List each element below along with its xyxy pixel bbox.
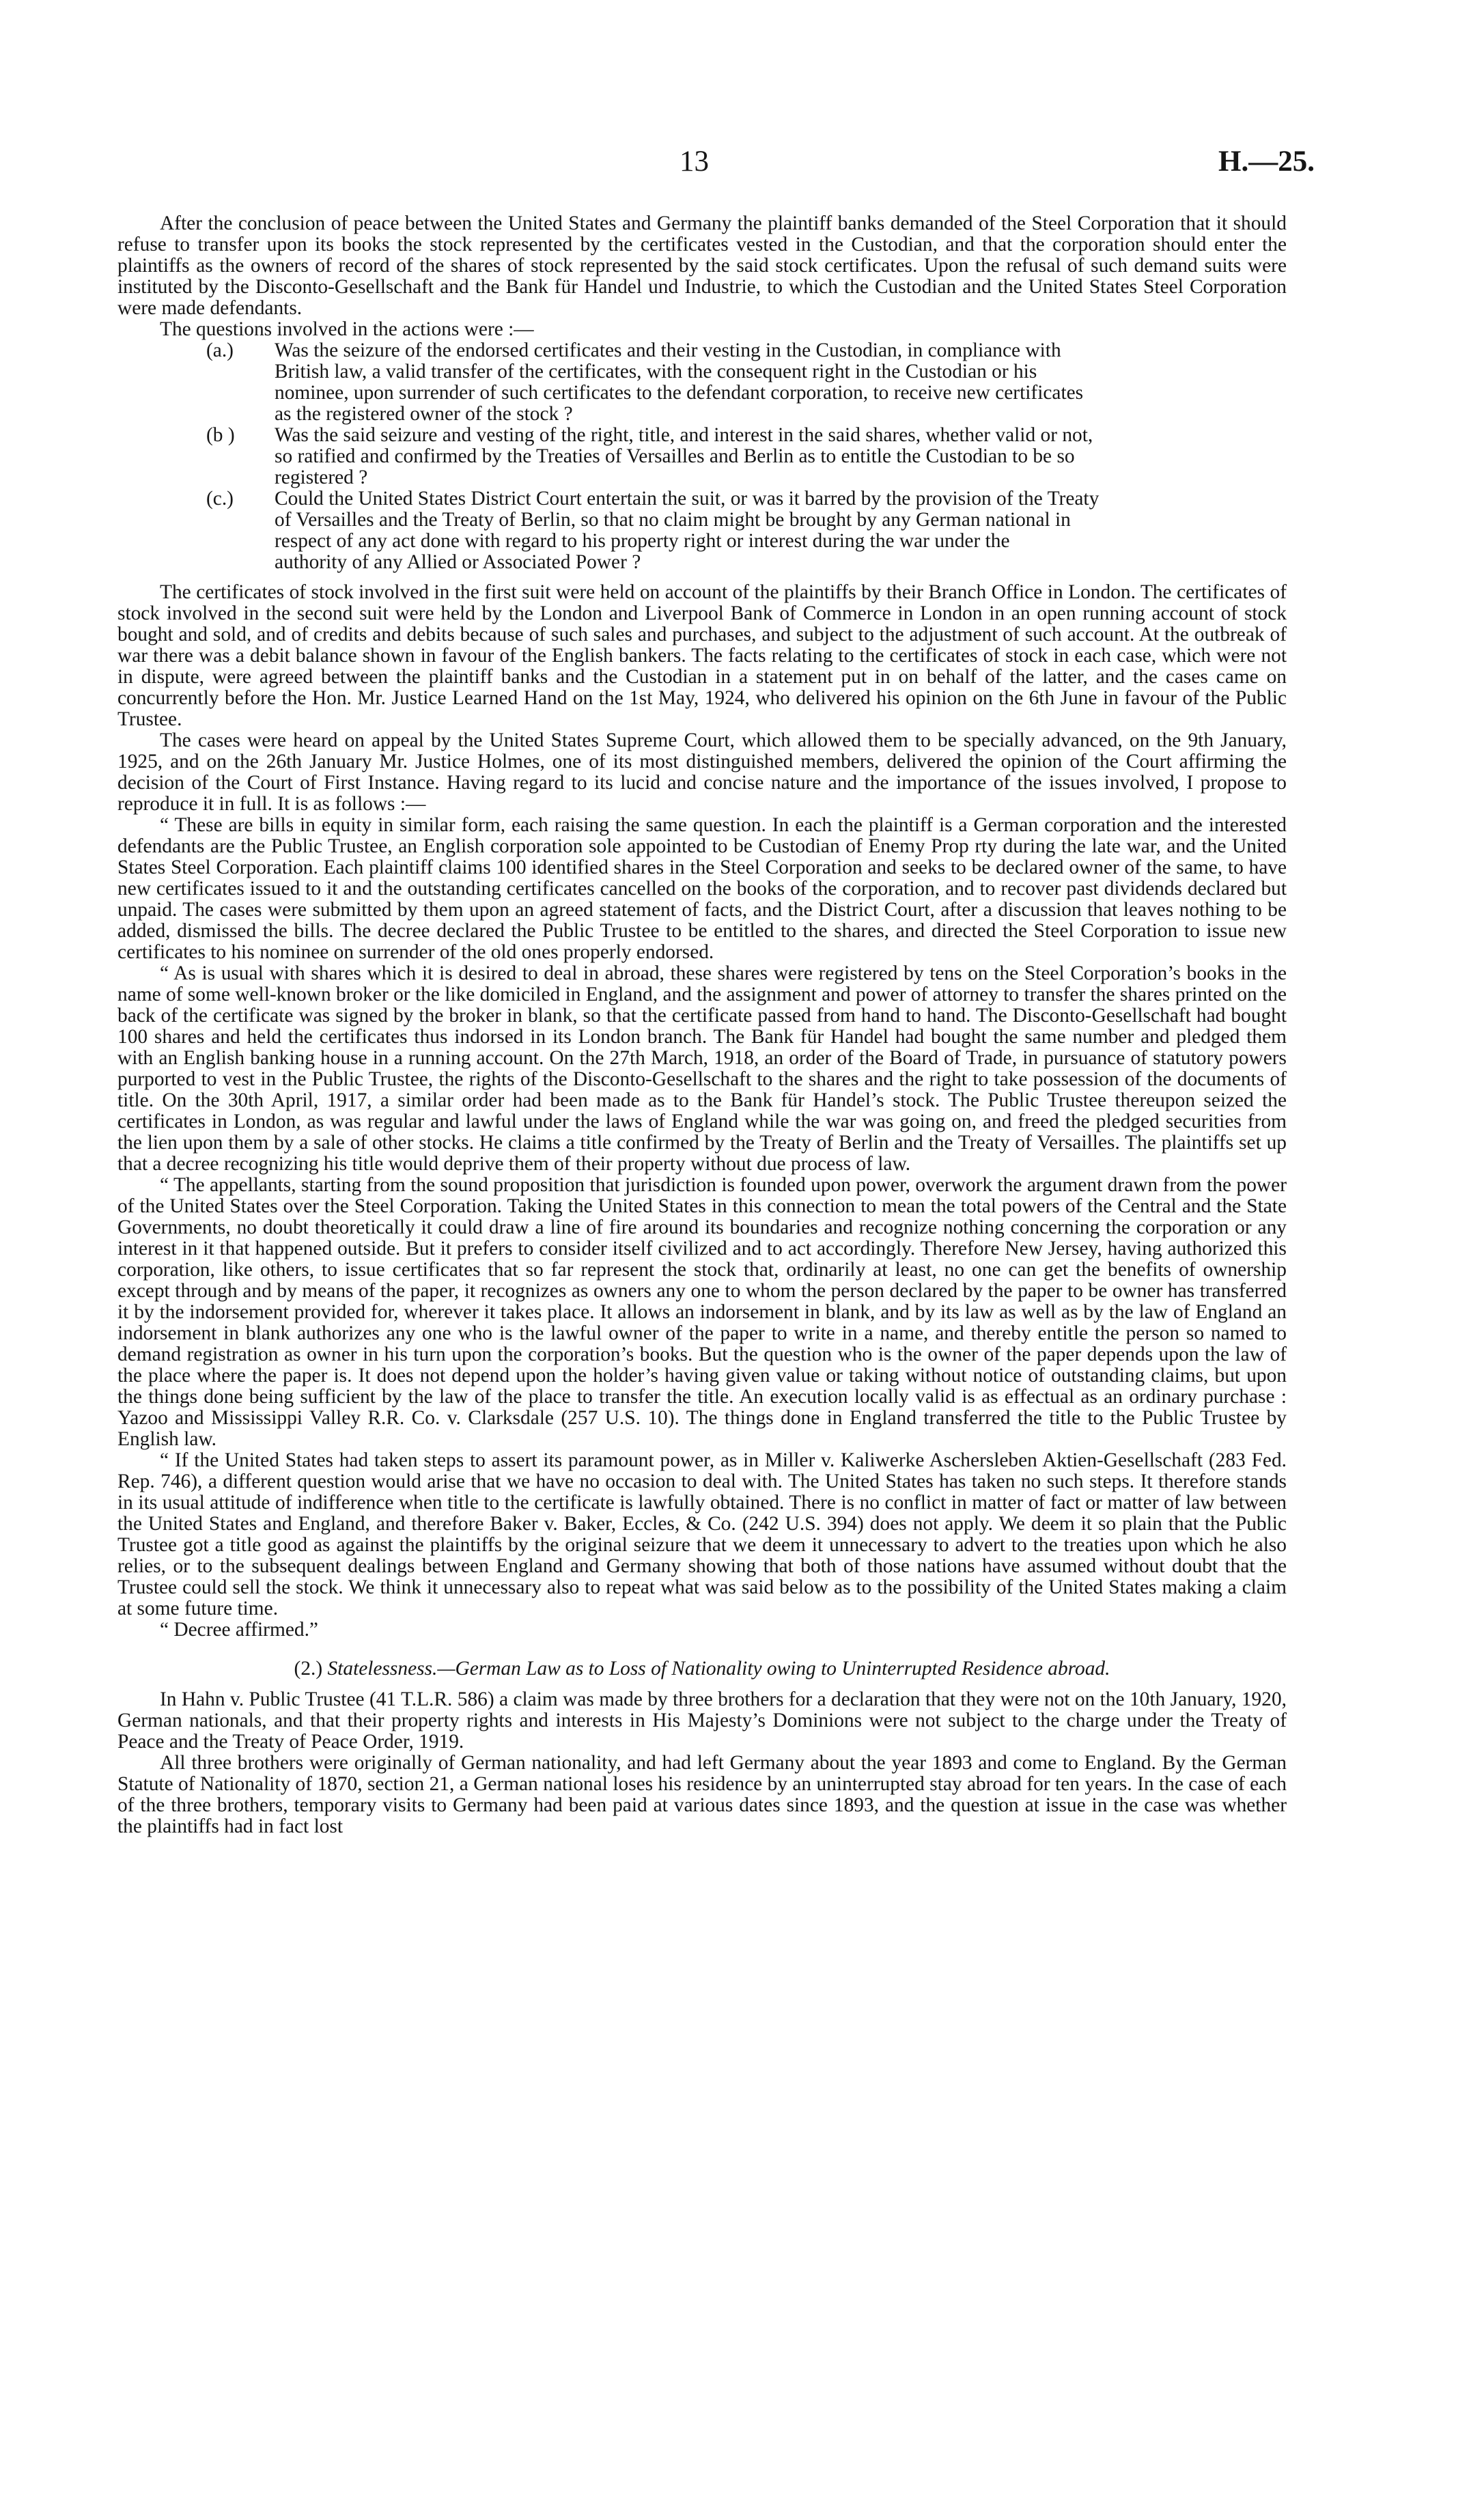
question-line: registered ? — [275, 466, 368, 488]
section-number: (2.) — [294, 1658, 323, 1680]
question-text — [275, 488, 1287, 573]
document-body — [117, 213, 1287, 1837]
question-label: (a.) — [206, 339, 234, 361]
quoted-paragraph: “ The appellants, starting from the sound proposition that jurisdiction is founded upon power, overwork the argument drawn from the power of the United States over the Steel Corporation. Taking the United States in this connection to mean the total powers of the Central and the State Governments, no doubt theoretically it could draw a line of fire around its boundaries and recognize nothing concerning the corporation or any interest in it that happened outside. But it prefers to consider itself civilized and to act accordingly. Therefore New Jersey, having authorized this corporation, like others, to issue certificates that so far represent the stock that, ordinarily at least, no one can get the benefits of ownership except through and by means of the paper, it recognizes as owners any one to whom the person declared by the paper to be owner has transferred it by the indorsement provided for, wherever it takes place. It allows an indorsement in blank, and by its law as well as by the law of England an indorsement in blank authorizes any one who is the lawful owner of the paper to write in a name, and thereby entitle the person so named to demand registration as owner in his turn upon the corporation’s books. But the question who is the owner of the paper depends upon the law of the place where the paper is. It does not depend upon the holder’s having given value or taking without notice of outstanding claims, but upon the things done being sufficient by the law of the place to transfer the title. An execution locally valid is as effectual as an ordinary purchase : Yazoo and Mississippi Valley R.R. Co. v. Clarksdale (257 U.S. 10). The things done in England transferred the title to the Public Trustee by English law. — [117, 1174, 1287, 1450]
document-id: H.—25. — [1218, 145, 1315, 178]
quoted-paragraph: “ If the United States had taken steps to assert its paramount power, as in Miller v. Kaliwerke Aschersleben Aktien-Gesellschaft (283 Fed. Rep. 746), a different question would arise that we have no occasion to deal with. The United States has taken no such steps. It therefore stands in its usual attitude of indifference when title to the certificate is lawfully obtained. There is no conflict in matter of fact or matter of law between the United States and England, and therefore Baker v. Baker, Eccles, & Co. (242 U.S. 394) does not apply. We deem it so plain that the Public Trustee got a title good as against the plaintiffs by the original seizure that we deem it unnecessary to advert to the treaties upon which he also relies, or to the subsequent dealings between England and Germany showing that both of those nations have assumed without doubt that the Trustee could sell the stock. We think it unnecessary also to repeat what was said below as to the possibility of the United States making a claim at some future time. — [117, 1449, 1287, 1619]
question-line: of Versailles and the Treaty of Berlin, so that no claim might be brought by any German national in — [275, 509, 1071, 531]
quoted-paragraph: “ As is usual with shares which it is desired to deal in abroad, these shares were registered by tens on the Steel Corporation’s books in the name of some well-known broker or the like domiciled in England, and the assignment and power of attorney to transfer the shares printed on the back of the certificate was signed by the broker in blank, so that the certificate passed from hand to hand. The Disconto-Gesellschaft had bought 100 shares and held the certificates thus indorsed in its London branch. The Bank für Handel had bought the same number and pledged them with an English banking house in a running account. On the 27th March, 1918, an order of the Board of Trade, in pursuance of statutory powers purported to vest in the Public Trustee, the rights of the Disconto-Gesellschaft to the shares and the right to take possession of the documents of title. On the 30th April, 1917, a similar order had been made as to the Bank für Handel’s stock. The Public Trustee thereupon seized the certificates in London, as was regular and lawful under the laws of England while the war was going on, and freed the pledged securities from the lien upon them by a sale of other stocks. He claims a title confirmed by the Treaty of Berlin and the Treaty of Versailles. The plaintiffs set up that a decree recognizing his title would deprive them of their property without due process of law. — [117, 962, 1287, 1175]
paragraph: After the conclusion of peace between the United States and Germany the plaintiff banks demanded of the Steel Corporation that it should refuse to transfer upon its books the stock represented by the certificates vested in the Custodian, and that the corporation should enter the plaintiffs as the owners of record of the shares of stock represented by the said stock certificates. Upon the refusal of such demand suits were instituted by the Disconto-Gesellschaft and the Bank für Handel und Industrie, to which the Custodian and the United States Steel Corporation were made defendants. — [117, 212, 1287, 319]
question-line: Could the United States District Court entertain the suit, or was it barred by the provision of the Treaty — [275, 488, 1100, 510]
question-line: Was the said seizure and vesting of the right, title, and interest in the said shares, whether valid or not, — [275, 424, 1093, 446]
question-label: (b ) — [206, 424, 235, 446]
paragraph: The questions involved in the actions were :— — [160, 318, 534, 340]
question-line: nominee, upon surrender of such certificates to the defendant corporation, to receive new certificates — [275, 382, 1084, 404]
question-line: so ratified and confirmed by the Treaties of Versailles and Berlin as to entitle the Custodian to be so — [275, 445, 1075, 467]
question-line: respect of any act done with regard to his property right or interest during the war under the — [275, 530, 1010, 552]
question-item — [206, 425, 1287, 488]
question-line: British law, a valid transfer of the certificates, with the consequent right in the Custodian or his — [275, 361, 1037, 382]
quoted-paragraph: “ Decree affirmed.” — [160, 1619, 318, 1641]
question-item — [206, 488, 1287, 573]
question-label: (c.) — [206, 488, 234, 510]
page-number: 13 — [680, 145, 709, 178]
question-item — [206, 340, 1287, 425]
quoted-paragraph: “ These are bills in equity in similar form, each raising the same question. In each the plaintiff is a German corporation and the interested defendants are the Public Trustee, an English corporation sole appointed to be Custodian of Enemy Prop rty during the late war, and the United States Steel Corporation. Each plaintiff claims 100 identified shares in the Steel Corporation and seeks to be declared owner of the same, to have new certificates issued to it and the outstanding certificates cancelled on the books of the corporation, and to recover past dividends declared but unpaid. The cases were submitted by them upon an agreed statement of facts, and the District Court, after a discussion that leaves nothing to be added, dismissed the bills. The decree declared the Public Trustee to be entitled to the shares, and directed the Steel Corporation to issue new certificates to his nominee on surrender of the old ones properly endorsed. — [117, 814, 1287, 963]
paragraph: In Hahn v. Public Trustee (41 T.L.R. 586) a claim was made by three brothers for a declaration that they were not on the 10th January, 1920, German nationals, and that their property rights and interests in His Majesty’s Dominions were not subject to the charge under the Treaty of Peace and the Treaty of Peace Order, 1919. — [117, 1688, 1287, 1753]
paragraph: The cases were heard on appeal by the United States Supreme Court, which allowed them to be specially advanced, on the 9th January, 1925, and on the 26th January Mr. Justice Holmes, one of its most distinguished members, delivered the opinion of the Court affirming the decision of the Court of First Instance. Having regard to its lucid and concise nature and the importance of the issues involved, I propose to reproduce it in full. It is as follows :— — [117, 729, 1287, 815]
section-title: Statelessness.—German Law as to Loss of Nationality owing to Uninterrupted Residence abroad. — [327, 1658, 1110, 1680]
paragraph: All three brothers were originally of German nationality, and had left Germany about the year 1893 and come to England. By the German Statute of Nationality of 1870, section 21, a German national loses his residence by an uninterrupted stay abroad for ten years. In the case of each of the three brothers, temporary visits to Germany had been paid at various dates since 1893, and the question at issue in the case was whether the plaintiffs had in fact lost — [117, 1752, 1287, 1837]
question-line: Was the seizure of the endorsed certificates and their vesting in the Custodian, in compliance with — [275, 339, 1061, 361]
paragraph: The certificates of stock involved in the first suit were held on account of the plaintiffs by their Branch Office in London. The certificates of stock involved in the second suit were held by the London and Liverpool Bank of Commerce in London in an open running account of stock bought and sold, and of credits and debits because of such sales and purchases, and subject to the adjustment of such account. At the outbreak of war there was a debit balance shown in favour of the English bankers. The facts relating to the certificates of stock in each case, which were not in dispute, were agreed between the plaintiff banks and the Custodian in a statement put in on behalf of the latter, and the cases came on concurrently before the Hon. Mr. Justice Learned Hand on the 1st May, 1924, who delivered his opinion on the 6th June in favour of the Public Trustee. — [117, 581, 1287, 730]
question-text — [275, 425, 1287, 488]
question-line: authority of any Allied or Associated Power ? — [275, 551, 641, 573]
question-text — [275, 340, 1287, 425]
section-heading — [117, 1658, 1287, 1680]
question-line: as the registered owner of the stock ? — [275, 403, 573, 425]
